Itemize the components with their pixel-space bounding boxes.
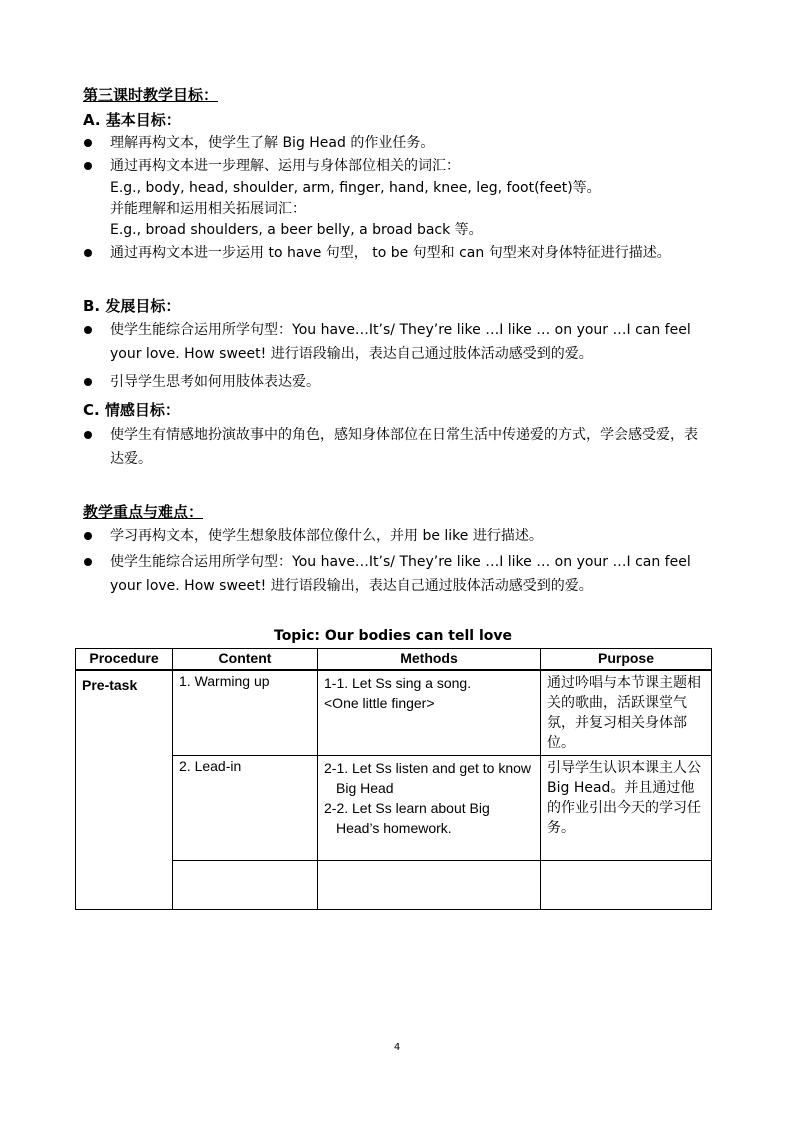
bullet-dot — [84, 139, 92, 147]
bullet-dot — [84, 558, 92, 566]
section-title-objectives: 第三课时教学目标： — [83, 86, 219, 104]
content-cell-empty — [173, 861, 318, 910]
header-content: Content — [173, 649, 318, 671]
table-row — [76, 670, 712, 756]
bullet-dot — [84, 162, 92, 170]
method-line: <One little finger> — [324, 695, 435, 711]
extension-line: 并能理解和运用相关拓展词汇： — [110, 201, 306, 217]
procedure-cell: Pre-task — [76, 670, 173, 910]
method-line: 2-1. Let Ss listen and get to know Big Head — [324, 760, 532, 796]
section-title-key-points: 教学重点与难点： — [83, 503, 204, 521]
header-purpose: Purpose — [541, 649, 712, 671]
bullet-dot — [84, 532, 92, 540]
lesson-plan-table — [75, 648, 712, 910]
methods-cell-empty — [318, 861, 541, 910]
page-number: 4 — [393, 1042, 401, 1053]
methods-cell — [318, 756, 541, 861]
purpose-cell: 通过吟唱与本节课主题相关的歌曲，活跃课堂气氛，并复习相关身体部位。 — [541, 670, 712, 756]
subsection-development-goals: B. 发展目标： — [83, 297, 181, 315]
table-topic: Topic: Our bodies can tell love — [274, 628, 512, 644]
method-line: 1-1. Let Ss sing a song. — [324, 675, 472, 691]
purpose-cell-empty — [541, 861, 712, 910]
purpose-cell: 引导学生认识本课主人公 Big Head。并且通过他的作业引出今天的学习任务。 — [541, 756, 712, 861]
example-line: E.g., body, head, shoulder, arm, finger, hand, knee, leg, foot(feet)等。 — [110, 180, 601, 196]
methods-cell — [318, 670, 541, 756]
bullet-dot — [84, 249, 92, 257]
table-header-row — [76, 649, 712, 671]
example-line: E.g., broad shoulders, a beer belly, a broad back 等。 — [110, 222, 483, 238]
bullet-dot — [84, 378, 92, 386]
bullet-dot — [84, 326, 92, 334]
subsection-basic-goals: A. 基本目标： — [83, 111, 181, 129]
document-page: 第三课时教学目标： A. 基本目标： 理解再构文本，使学生了解 Big Head 的作业任务。 通过再构文本进一步理解、运用与身体部位相关的词汇： E.g., body, head, shoulder, arm, finger, hand, knee, leg, foot(feet)等。 并能理解和运用相关拓展词汇： E.g., broad shoulders, a beer belly, a broad back 等。 通过再构文本进一步运用 to have 句型， to be 句型和 can 句型来对身体特征进行描述。 B. 发展目标： 使学生能综合运用所学句型：You have…It’s/ They’re like …I like … on your …I can feel your love. How sweet! 进行语段输出，表达自己通过肢体活动感受到的爱。 引导学生思考如何用肢体表达爱。 C. 情感目标： 使学生有情感地扮演故事中的角色，感知身体部位在日常生活中传递爱的方式，学会感受爱，表达爱。 教学重点与难点： 学习再构文本，使学生想象肢体部位像什么，并用 be like 进行描述。 使学生能综合运用所学句型：You have…It’s/ They’re like …I like … on your …I can feel your love. How sweet! 进行语段输出，表达自己通过肢体活动感受到的爱。 Topic: Our bodies can tell love Procedure Content Methods Purpose Pre-task 1. Warming up 1-1. Let Ss sing a song. <One little finger> 通过吟唱与本节课主题相关的歌曲，活跃课堂气氛，并复习相关身体部位。 2. Lead-in 2-1. Let Ss listen and get to know Big Head 2-2. Let Ss learn about Big Head’s homework. 引导学生认识本课主人公 Big Head。并且通过他的作业引出今天的学习任务。 4 — [0, 0, 794, 1123]
content-cell: 2. Lead-in — [173, 756, 318, 861]
method-line: 2-2. Let Ss learn about Big Head’s homework. — [324, 800, 490, 836]
content-cell: 1. Warming up — [173, 670, 318, 756]
bullet-dot — [84, 431, 92, 439]
subsection-emotional-goals: C. 情感目标： — [83, 401, 180, 419]
header-procedure: Procedure — [76, 649, 173, 671]
header-methods: Methods — [318, 649, 541, 671]
